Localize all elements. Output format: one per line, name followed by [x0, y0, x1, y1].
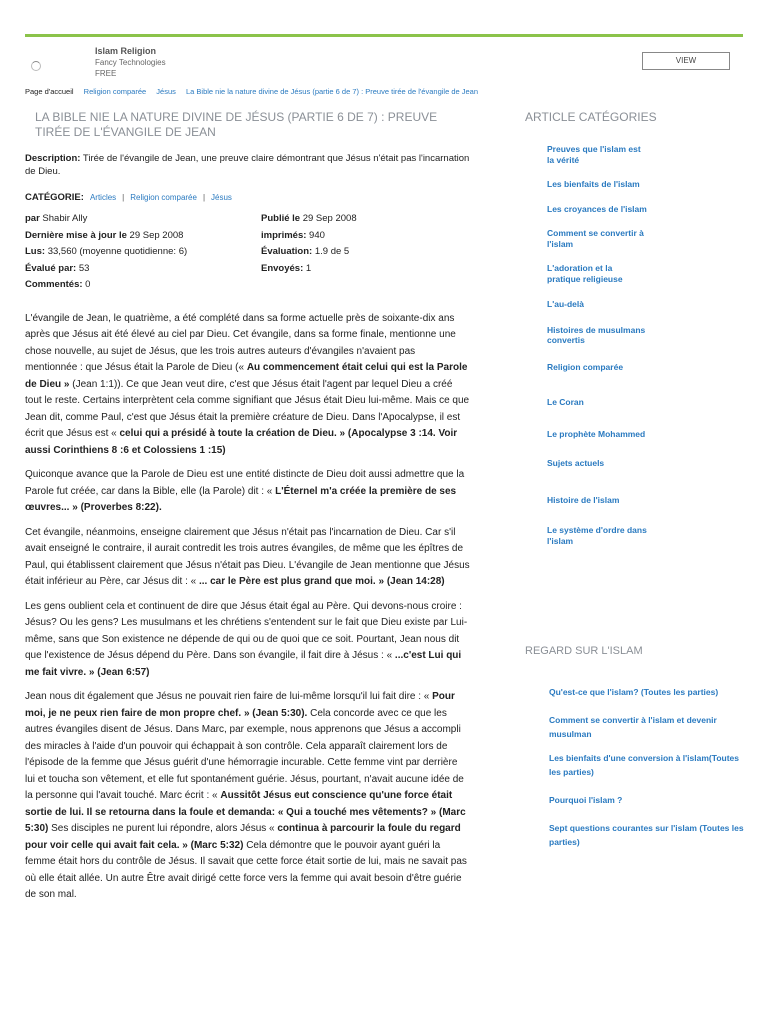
text-run: L'évangile de Jean, le quatrième, a été complété dans sa forme actuelle près de soixante-dix ans après que Jésus ait été élevé au ciel par Dieu. Cet évangile, dans sa forme finale, mentionne une chose nouvelle, au sujet de Jésus, que les trois autres auteurs d'évangiles n'avaient pas mentionnée : que Jésus était la Parole de Dieu («: [25, 312, 456, 373]
sidebar-item-preuves[interactable]: Preuves que l'islam est la vérité: [547, 144, 641, 165]
category-label: CATÉGORIE:: [25, 192, 84, 203]
meta-value: 1.9 de 5: [312, 246, 350, 257]
text-run: (Jean 1:1)). Ce que Jean veut dire, c'est que Jésus était l'agent par lequel Dieu a créé tout le reste. Certains interprètent cela comme signifiant que Jésus était Dieu lui-même. Mais ce que Jean dit, comme Paul, c'est que Jésus était la première créature de Dieu. Dans l'Apocalypse, il est écrit que Jésus est «: [25, 378, 470, 439]
meta-value: 53: [76, 262, 90, 274]
text-run: Cet évangile, néanmoins, enseigne clairement que Jésus n'était pas l'incarnation de Dieu. Car s'il avait enseigné le contraire, il aurait contredit les trois autres évangiles, de même que les épîtres de Paul, qui établissent clairement que Jésus n'était pas Dieu. L'évangile de Jean mentionne que Jésus était inférieur au Père, car Jésus dit : «: [25, 526, 470, 587]
regard-link[interactable]: Les bienfaits d'une conversion à l'islam(Toutes les parties): [549, 753, 739, 777]
meta-label: Commentés:: [25, 279, 83, 290]
quote: Au commencement était celui qui est la Parole de Dieu »: [25, 362, 468, 390]
meta-label: Évaluation:: [261, 246, 313, 257]
ad-texts: [95, 46, 166, 79]
meta-label: Évalué par:: [25, 262, 77, 274]
meta-label: imprimés:: [261, 229, 307, 241]
category-link[interactable]: Articles: [89, 193, 117, 202]
sidebar-item-coran[interactable]: Le Coran: [547, 397, 584, 407]
regard-link[interactable]: Qu'est-ce que l'islam? (Toutes les parties): [549, 687, 719, 697]
sidebar-categories-title: ARTICLE CATÉGORIES: [525, 110, 657, 124]
category-links: [90, 193, 232, 202]
category-link[interactable]: Religion comparée: [130, 193, 197, 202]
meta-label: Publié le: [261, 213, 301, 224]
text-run: Cela démontre que le pouvoir ayant guéri la femme était hors du contrôle de Jésus. Il savait que cette force était sortie de lui, mais ne savait pas où elle était allée. Un autre Être avait dirigé cette force vers la femme qui avait besoin d'être guérie de son mal.: [25, 839, 467, 900]
quote: Aussitôt Jésus eut conscience qu'une force était sortie de lui. Il se retourna dans la foule et demanda: « Qui a touché mes vêtements? » (Marc 5:30): [25, 790, 466, 834]
separator: |: [122, 193, 125, 202]
sidebar-item-religion-comparee[interactable]: Religion comparée: [547, 361, 624, 372]
page-title: LA BIBLE NIE LA NATURE DIVINE DE JÉSUS (PARTIE 6 DE 7) : PREUVE TIRÉE DE L'ÉVANGILE DE JEAN: [35, 110, 438, 139]
sidebar-item-prophete[interactable]: Le prophète Mohammed: [547, 428, 646, 439]
sidebar-item-histoire[interactable]: Histoire de l'islam: [547, 494, 620, 505]
meta-reads: [25, 244, 261, 261]
meta-label: Lus:: [25, 246, 46, 257]
regard-link[interactable]: Sept questions courantes sur l'islam (Toutes les parties): [549, 823, 744, 847]
meta-label: par: [25, 213, 40, 224]
paragraph: [25, 311, 470, 460]
sidebar-item-bienfaits[interactable]: Les bienfaits de l'islam: [547, 179, 640, 189]
sidebar-item-sujets[interactable]: Sujets actuels: [547, 458, 605, 468]
quote: ...c'est Lui qui me fait vivre. » (Jean 6:57): [25, 650, 462, 678]
breadcrumb-item[interactable]: La Bible nie la nature divine de Jésus (partie 6 de 7) : Preuve tirée de l'évangile de Jean: [185, 87, 479, 96]
meta-value: 29 Sep 2008: [300, 213, 357, 224]
ad-title: Islam Religion: [95, 46, 157, 56]
sidebar: [525, 110, 744, 847]
meta-published: [261, 211, 461, 228]
article-description: [25, 152, 470, 178]
meta-rating: [261, 244, 461, 261]
meta-value: 33,560 (moyenne quotidienne: 6): [45, 246, 188, 257]
text-run: Quiconque avance que la Parole de Dieu est une entité distincte de Dieu doit aussi admettre que la Parole fut créée, car dans la Bible, elle (la Parole) dit : «: [25, 469, 465, 497]
meta-label: Dernière mise à jour le: [25, 229, 127, 241]
sidebar-item-croyances[interactable]: Les croyances de l'islam: [547, 203, 647, 214]
text-run: Les gens oublient cela et continuent de dire que Jésus était égal au Père. Qui devons-nous croire : Jésus? Ou les gens? Les musulmans et les chrétiens s'entendent sur le fait que Dieu existe par Lui-même, sans que Son existence ne dépende de qui ou de quoi que ce soit. Pourtant, Jean nous dit que l'existence de Jésus dépend du Père. Dans son évangile, il fait dire à Jésus : «: [25, 600, 468, 661]
ad-banner[interactable]: [25, 34, 743, 86]
meta-value: 0: [82, 279, 91, 290]
meta-author: [25, 211, 261, 228]
sidebar-item-adoration[interactable]: L'adoration et la pratique religieuse: [547, 263, 623, 284]
description-label: Description:: [25, 153, 81, 164]
breadcrumb-item[interactable]: Jésus: [156, 87, 176, 96]
paragraph: [25, 689, 470, 904]
paragraph: [25, 467, 470, 517]
article-meta: [25, 211, 470, 294]
sidebar-regard-title: REGARD SUR L'ISLAM: [525, 645, 643, 657]
loading-icon: [31, 61, 41, 71]
sidebar-item-histoires[interactable]: Histoires de musulmans convertis: [547, 324, 646, 345]
meta-comments: [25, 277, 261, 294]
meta-value: 29 Sep 2008: [126, 229, 184, 241]
quote: ... car le Père est plus grand que moi. » (Jean 14:28): [198, 576, 445, 587]
sidebar-item-systeme[interactable]: Le système d'ordre dans l'islam: [547, 525, 647, 546]
category-row: [25, 192, 470, 203]
paragraph: [25, 525, 470, 591]
regard-link[interactable]: Comment se convertir à l'islam et devenir musulman: [549, 715, 717, 739]
text-run: Cela concorde avec ce que les autres évangiles disent de Jésus. Dans Marc, par exemple, nous apprenons que Jésus a accompli des miracles à l'aide d'un pouvoir qui échappait à son contrôle. Cela apparaît clairement lors de l'épisode de la femme que Jésus guérit d'une hémorragie incurable. Cette femme vint par derrière lui et toucha son vêtement, et elle fut spontanément guérie. Jésus, pourtant, n'avait aucune idée de la personne qui l'avait touché. Marc écrit : «: [25, 707, 464, 801]
quote: L'Éternel m'a créée la première de ses œuvres... » (Proverbes 8:22).: [25, 485, 457, 513]
ad-price: FREE: [95, 69, 117, 78]
meta-label: Envoyés:: [261, 262, 304, 274]
text-run: Jean nous dit également que Jésus ne pouvait rien faire de lui-même lorsqu'il lui fait dire : «: [25, 691, 433, 702]
quote: continua à parcourir la foule du regard pour voir celle qui avait fait cela. » (Marc 5:32): [25, 823, 461, 851]
text-run: Ses disciples ne purent lui répondre, alors Jésus «: [48, 823, 278, 834]
meta-rated-by: [25, 261, 261, 278]
article-body: [25, 311, 470, 904]
regard-link[interactable]: Pourquoi l'islam ?: [549, 795, 623, 805]
separator: |: [202, 193, 206, 202]
quote: celui qui a présidé à toute la création de Dieu. » (Apocalypse 3 :14. Voir aussi Corinthiens 8 :6 et Colossiens 1 :15): [25, 428, 458, 456]
breadcrumb: [25, 87, 486, 96]
sidebar-category-list: [525, 144, 743, 546]
meta-sent: [261, 261, 461, 278]
paragraph: [25, 599, 470, 682]
sidebar-regard-list: [549, 685, 744, 849]
meta-updated: [25, 228, 261, 245]
ad-view-button[interactable]: VIEW: [642, 52, 730, 70]
category-link[interactable]: Jésus: [211, 193, 232, 202]
sidebar-item-au-dela[interactable]: L'au-delà: [547, 299, 584, 309]
description-text: Tirée de l'évangile de Jean, une preuve claire démontrant que Jésus n'était pas l'incarnation de Dieu.: [25, 153, 470, 177]
meta-value: 1: [303, 262, 312, 274]
ad-company: Fancy Technologies: [95, 58, 166, 67]
article: [25, 110, 470, 912]
meta-value: 940: [306, 229, 325, 241]
breadcrumb-item[interactable]: Religion comparée: [83, 87, 147, 96]
breadcrumb-home[interactable]: Page d'accueil: [25, 87, 74, 96]
meta-value: Shabir Ally: [39, 213, 88, 224]
sidebar-item-convertir[interactable]: Comment se convertir à l'islam: [547, 228, 644, 249]
quote: Pour moi, je ne peux rien faire de mon propre chef. » (Jean 5:30).: [25, 691, 455, 719]
meta-printed: [261, 228, 461, 245]
